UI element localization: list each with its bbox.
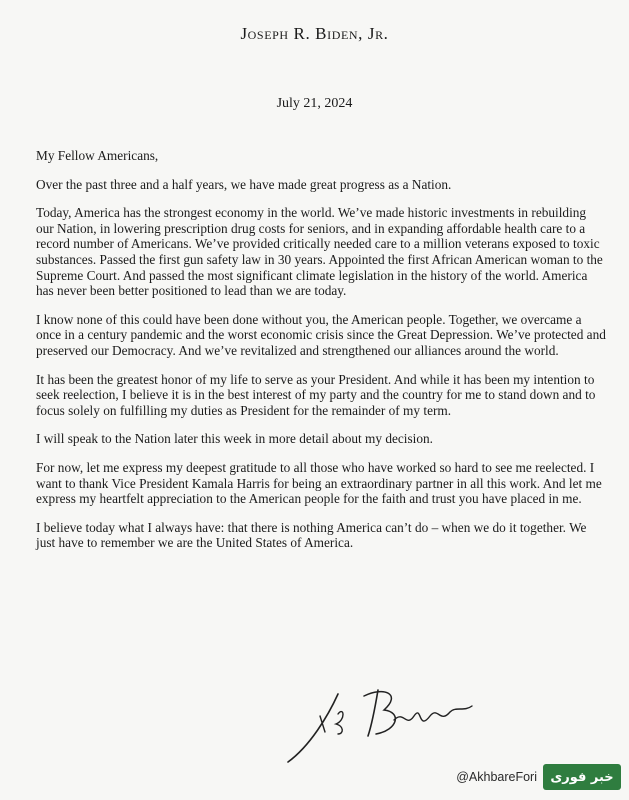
paragraph-6: For now, let me express my deepest gratitude to all those who have worked so hard to see me reelected. I want to thank Vice President Kamala Harris for being an extraordinary partner in all this work. And let me express my heartfelt appreciation to the American people for the faith and trust you have placed in me. [36,459,602,507]
paragraph-1: Over the past three and a half years, we have made great progress as a Nation. [36,176,452,192]
watermark [456,764,621,790]
watermark-handle: @AkhbareFori [456,770,537,784]
paragraph-5: I will speak to the Nation later this week in more detail about my decision. [36,431,433,447]
watermark-logo: خبر فوری [543,764,621,790]
paragraph-2: Today, America has the strongest economy in the world. We’ve made historic investments in rebuilding our Nation, in lowering prescription drug costs for seniors, and in expanding affordable health care to a record number of Americans. We’ve provided critically needed care to a million veterans exposed to toxic substances. Passed the first gun safety law in 30 years. Appointed the first African American woman to the Supreme Court. And passed the most significant climate legislation in the history of the world. America has never been better positioned to lead than we are today. [36,205,603,299]
greeting: My Fellow Americans, [36,148,159,163]
letterhead: Joseph R. Biden, Jr. [240,24,389,43]
paragraph-7: I believe today what I always have: that there is nothing America can’t do – when we do it together. We just have to remember we are the United States of America. [36,519,587,551]
paragraph-3: I know none of this could have been done without you, the American people. Together, we overcame a once in a century pandemic and the worst economic crisis since the Great Depression. We’ve protected and preserved our Democracy. And we’ve revitalized and strengthened our alliances around the world. [36,311,606,358]
paragraph-4: It has been the greatest honor of my life to serve as your President. And while it has been my intention to seek reelection, I believe it is in the best interest of my party and the country for me to stand down and to focus solely on fulfilling my duties as President for the remainder of my term. [36,371,596,418]
letter-date: July 21, 2024 [276,96,353,111]
letter-body [36,148,606,564]
signature [280,676,480,766]
